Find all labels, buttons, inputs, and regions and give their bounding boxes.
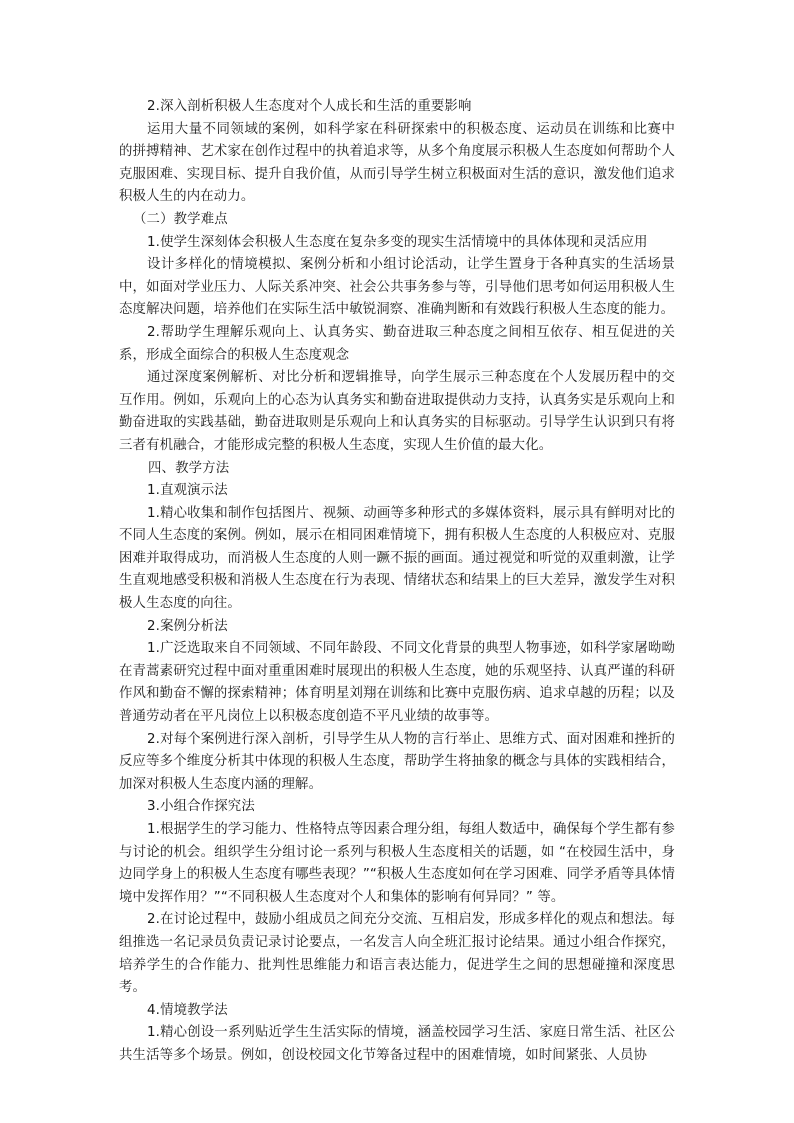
paragraph: 2.帮助学生理解乐观向上、认真务实、勤奋进取三种态度之间相互依存、相互促进的关系，形成全面综合的积极人生态度观念 (119, 324, 675, 363)
subheading-group-inquiry: 3.小组合作探究法 (147, 799, 255, 815)
paragraph: 2.对每个案例进行深入剖析，引导学生从人物的言行举止、思维方式、面对困难和挫折的反应等多个维度分析其中体现的积极人生态度，帮助学生将抽象的概念与具体的实践相结合，加深对积极人生态度内涵的理解。 (119, 731, 675, 792)
document-page (119, 96, 675, 1068)
paragraph: 1.精心创设一系列贴近学生生活实际的情境，涵盖校园学习生活、家庭日常生活、社区公共生活等多个场景。例如，创设校园文化节筹备过程中的困难情境，如时间紧张、人员协 (119, 1025, 675, 1063)
subheading-impact: 2.深入剖析积极人生态度对个人成长和生活的重要影响 (147, 99, 472, 114)
subheading-demonstration: 1.直观演示法 (147, 483, 228, 499)
subheading-difficulty-1: 1.使学生深刻体会积极人生态度在复杂多变的现实生活情境中的具体体现和灵活应用 (147, 234, 648, 250)
section-heading-methods: 四、教学方法 (148, 460, 230, 476)
subheading-case-analysis: 2.案例分析法 (147, 618, 228, 634)
section-heading-difficulties: （二）教学难点 (133, 211, 228, 227)
paragraph: 1.根据学生的学习能力、性格特点等因素合理分组，每组人数适中，确保每个学生都有参与讨论的机会。组织学生分组讨论一系列与积极人生态度相关的话题，如 “在校园生活中，身边同学身上的积极人生态度有哪些表现？”“积极人生态度如何在学习困难、同学矛盾等具体情境中发挥作用？”“不同积极人生态度对个人和集体的影响有何异同？” 等。 (119, 822, 675, 905)
paragraph: 1.精心收集和制作包括图片、视频、动画等多种形式的多媒体资料，展示具有鲜明对比的不同人生态度的案例。例如，展示在相同困难情境下，拥有积极人生态度的人积极应对、克服困难并取得成功，而消极人生态度的人则一蹶不振的画面。通过视觉和听觉的双重刺激，让学生直观地感受积极和消极人生态度在行为表现、情绪状态和结果上的巨大差异，激发学生对积极人生态度的向往。 (119, 505, 675, 612)
subheading-situational: 4.情境教学法 (147, 1002, 228, 1018)
paragraph: 设计多样化的情境模拟、案例分析和小组讨论活动，让学生置身于各种真实的生活场景中，如面对学业压力、人际关系冲突、社会公共事务参与等，引导他们思考如何运用积极人生态度解决问题，培养他们在实际生活中敏锐洞察、准确判断和有效践行积极人生态度的能力。 (119, 257, 675, 318)
paragraph: 运用大量不同领域的案例，如科学家在科研探索中的积极态度、运动员在训练和比赛中的拼搏精神、艺术家在创作过程中的执着追求等，从多个角度展示积极人生态度如何帮助个人克服困难、实现目标、提升自我价值，从而引导学生树立积极面对生活的意识，激发他们追求积极人生的内在动力。 (119, 121, 675, 205)
paragraph: 通过深度案例解析、对比分析和逻辑推导，向学生展示三种态度在个人发展历程中的交互作用。例如，乐观向上的心态为认真务实和勤奋进取提供动力支持，认真务实是乐观向上和勤奋进取的实践基础，勤奋进取则是乐观向上和认真务实的目标驱动。引导学生认识到只有将三者有机融合，才能形成完整的积极人生态度，实现人生价值的最大化。 (119, 370, 675, 453)
paragraph: 1.广泛选取来自不同领域、不同年龄段、不同文化背景的典型人物事迹，如科学家屠呦呦在青蒿素研究过程中面对重重困难时展现出的积极人生态度，她的乐观坚持、认真严谨的科研作风和勤奋不懈的探索精神；体育明星刘翔在训练和比赛中克服伤病、追求卓越的历程；以及普通劳动者在平凡岗位上以积极态度创造不平凡业绩的故事等。 (119, 641, 675, 725)
paragraph: 2.在讨论过程中，鼓励小组成员之间充分交流、互相启发，形成多样化的观点和想法。每组推选一名记录员负责记录讨论要点，一名发言人向全班汇报讨论结果。通过小组合作探究，培养学生的合作能力、批判性思维能力和语言表达能力，促进学生之间的思想碰撞和深度思考。 (119, 912, 675, 996)
